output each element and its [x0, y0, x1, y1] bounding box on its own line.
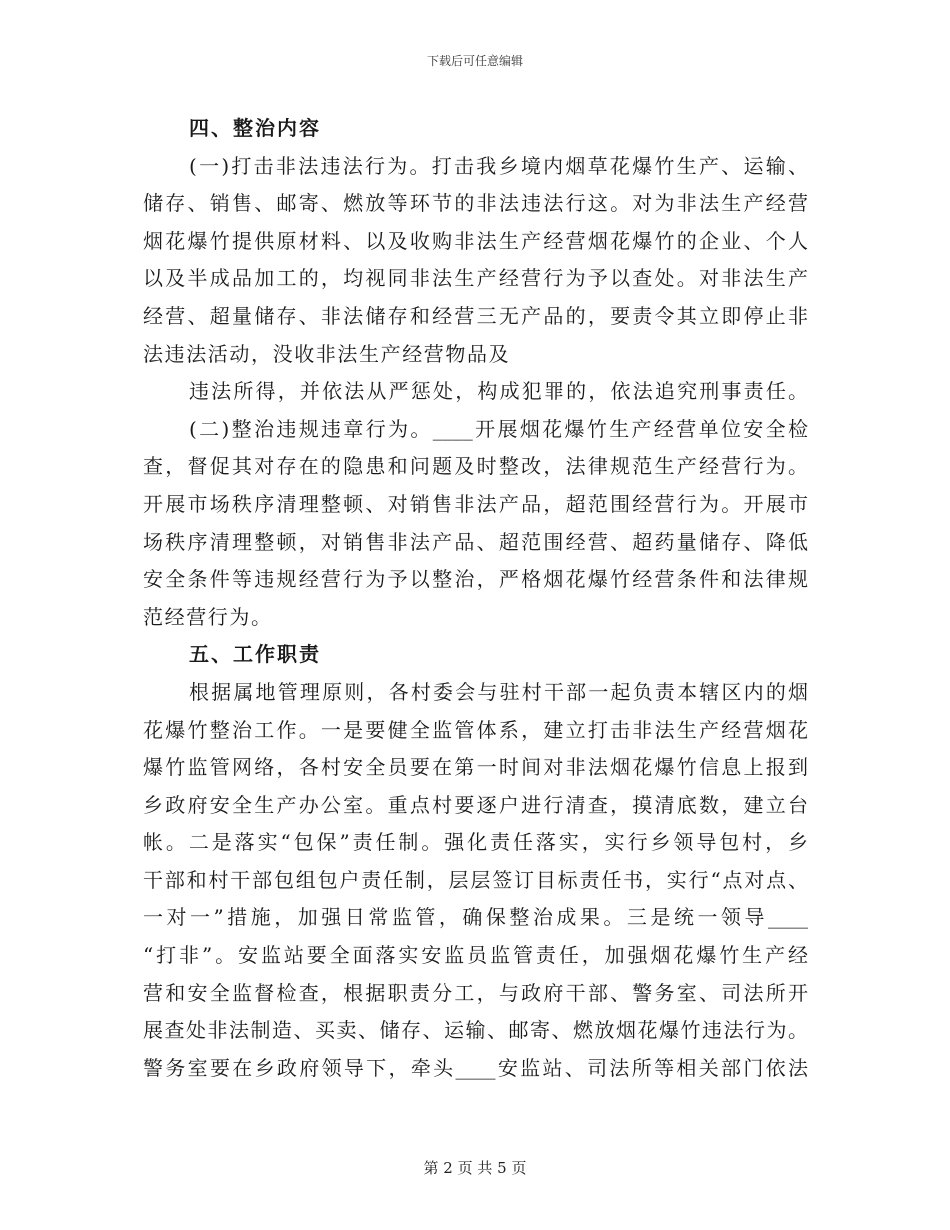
paragraph-line: 违法所得，并依法从严惩处，构成犯罪的，依法追究刑事责任。: [189, 379, 808, 404]
page-header: 下载后可任意编辑: [426, 54, 523, 68]
paragraph-line: 开展市场秩序清理整顿、对销售非法产品，超范围经营行为。开展市: [143, 491, 808, 516]
paragraph-line: 根据属地管理原则，各村委会与驻村干部一起负责本辖区内的烟: [189, 679, 808, 704]
paragraph-line: 干部和村干部包组包户责任制，层层签订目标责任书，实行“点对点、: [143, 867, 808, 892]
paragraph-line: 展查处非法制造、买卖、储存、运输、邮寄、燃放烟花爆竹违法行为。: [143, 1018, 808, 1043]
page-footer: 第 2 页 共 5 页: [423, 1159, 527, 1177]
paragraph-line: (二)整治违规违章行为。____开展烟花爆竹生产经营单位安全检: [189, 416, 808, 441]
paragraph-line: 查，督促其对存在的隐患和问题及时整改，法律规范生产经营行为。: [143, 454, 808, 479]
paragraph-line: “打非”。安监站要全面落实安监员监管责任，加强烟花爆竹生产经: [143, 943, 808, 968]
paragraph-line: (一)打击非法违法行为。打击我乡境内烟草花爆竹生产、运输、: [189, 153, 808, 178]
paragraph-line: 花爆竹整治工作。一是要健全监管体系，建立打击非法生产经营烟花: [143, 717, 808, 742]
section-heading: 五、工作职责: [189, 642, 321, 667]
paragraph-line: 安全条件等违规经营行为予以整治，严格烟花爆竹经营条件和法律规: [143, 567, 808, 592]
paragraph-line: 帐。二是落实“包保”责任制。强化责任落实，实行乡领导包村，乡: [143, 830, 808, 855]
paragraph-line: 烟花爆竹提供原材料、以及收购非法生产经营烟花爆竹的企业、个人: [143, 228, 808, 253]
paragraph-line: 以及半成品加工的，均视同非法生产经营行为予以查处。对非法生产: [143, 266, 808, 291]
paragraph-line: 场秩序清理整顿，对销售非法产品、超范围经营、超药量储存、降低: [143, 529, 808, 554]
paragraph-line: 一对一”措施，加强日常监管，确保整治成果。三是统一领导____: [143, 905, 808, 930]
paragraph-line: 范经营行为。: [143, 604, 273, 629]
paragraph-line: 法违法活动，没收非法生产经营物品及: [143, 341, 511, 366]
document-body: [143, 110, 808, 1087]
paragraph-line: 爆竹监管网络，各村安全员要在第一时间对非法烟花爆竹信息上报到: [143, 755, 808, 780]
paragraph-line: 营和安全监督检查，根据职责分工，与政府干部、警务室、司法所开: [143, 980, 808, 1005]
paragraph-line: 警务室要在乡政府领导下，牵头____安监站、司法所等相关部门依法: [143, 1055, 808, 1080]
paragraph-line: 储存、销售、邮寄、燃放等环节的非法违法行这。对为非法生产经营: [143, 191, 808, 216]
paragraph-line: 乡政府安全生产办公室。重点村要逐户进行清查，摸清底数，建立台: [143, 792, 808, 817]
paragraph-line: 经营、超量储存、非法储存和经营三无产品的，要责令其立即停止非: [143, 303, 808, 328]
section-heading: 四、整治内容: [189, 116, 321, 140]
